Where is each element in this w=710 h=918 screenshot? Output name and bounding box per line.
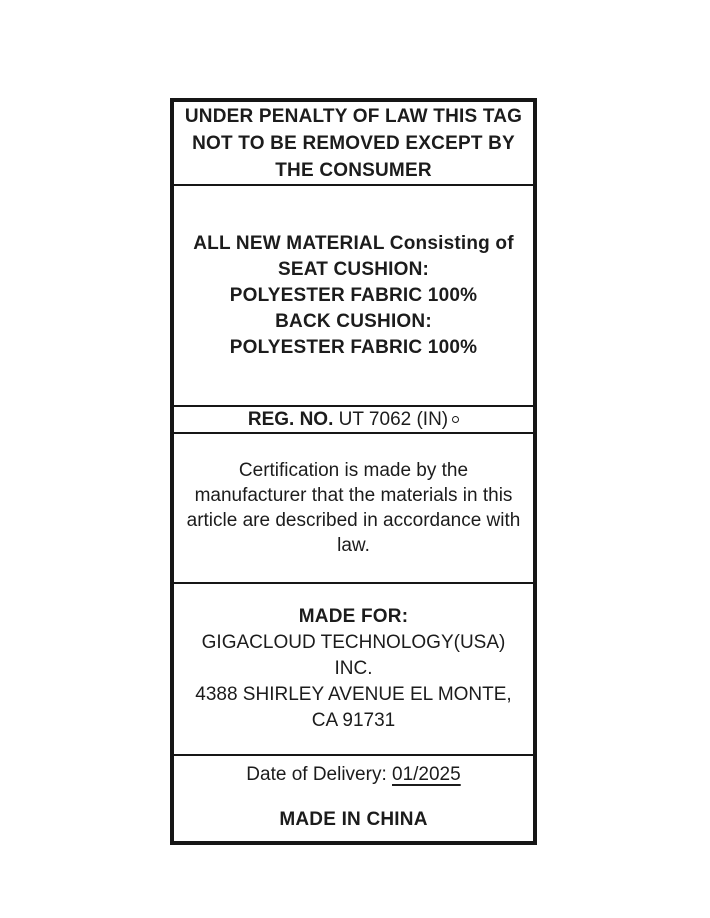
made-for-section [174,584,533,756]
materials-line-3: POLYESTER FABRIC 100% [229,284,478,306]
penalty-line-1: UNDER PENALTY OF LAW THIS TAG [184,105,523,127]
made-for-line-3: 4388 SHIRLEY AVENUE EL MONTE, [195,684,512,705]
delivery-date-value: 01/2025 [392,764,461,785]
reg-no-label: REG. NO. [247,409,334,430]
delivery-origin-section [174,756,533,841]
materials-line-5: POLYESTER FABRIC 100% [229,336,478,358]
certification-line-1: Certification is made by the [238,460,469,481]
delivery-date-label: Date of Delivery: [246,764,387,785]
certification-section [174,434,533,584]
law-label [170,98,537,845]
registration-section [174,407,533,434]
certification-line-4: law. [337,535,370,556]
origin-line: MADE IN CHINA [279,809,428,830]
penalty-notice-section [174,102,533,186]
reg-no-value: UT 7062 (IN) [338,409,449,430]
materials-line-2: SEAT CUSHION: [277,258,430,280]
made-for-line-4: CA 91731 [311,710,396,731]
penalty-line-2: NOT TO BE REMOVED EXCEPT BY [192,132,515,154]
delivery-date-line [246,764,460,786]
made-for-line-2: INC. [334,658,373,679]
materials-line-1: ALL NEW MATERIAL Consisting of [193,232,514,254]
made-for-heading: MADE FOR: [298,606,409,627]
materials-line-4: BACK CUSHION: [275,310,432,332]
penalty-line-3: THE CONSUMER [275,159,432,181]
made-for-line-1: GIGACLOUD TECHNOLOGY(USA) [201,632,506,653]
certification-line-3: article are described in accordance with [186,510,521,531]
certification-line-2: manufacturer that the materials in this [194,485,513,506]
ideographic-period-icon [452,416,459,423]
materials-section [174,186,533,407]
